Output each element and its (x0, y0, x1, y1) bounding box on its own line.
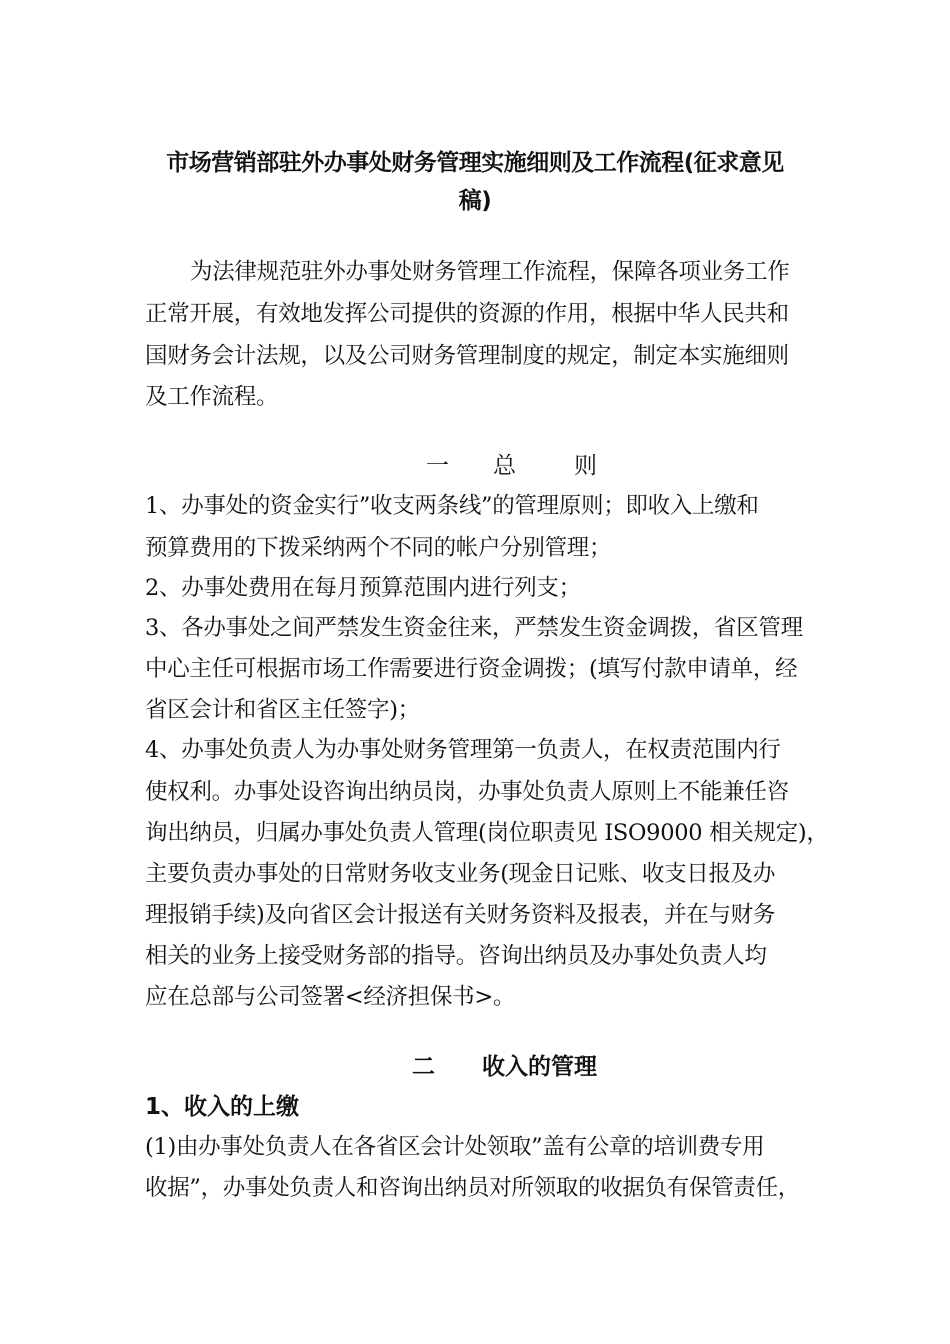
document-title-line-1: 市场营销部驻外办事处财务管理实施细则及工作流程(征求意见 (166, 150, 784, 176)
section-1-line: 预算费用的下拨采纳两个不同的帐户分别管理； (145, 535, 612, 561)
section-1-line: 2、办事处费用在每月预算范围内进行列支； (145, 575, 581, 601)
intro-line: 及工作流程。 (145, 384, 279, 410)
section-1-line: 省区会计和省区主任签字)； (145, 697, 420, 723)
intro-line: 国财务会计法规，以及公司财务管理制度的规定，制定本实施细则 (145, 343, 789, 369)
section-2-line: (1)由办事处负责人在各省区会计处领取”盖有公章的培训费专用 (145, 1134, 765, 1160)
section-1-line: 3、各办事处之间严禁发生资金往来，严禁发生资金调拨，省区管理 (145, 615, 803, 641)
section-1-line: 询出纳员，归属办事处负责人管理(岗位职责见 ISO9000 相关规定)， (145, 820, 829, 846)
section-1-line: 相关的业务上接受财务部的指导。咨询出纳员及办事处负责人均 (145, 943, 767, 969)
section-1-title-char: 则 (574, 453, 597, 479)
section-2-number: 二 (412, 1054, 435, 1080)
section-2-subheading: 1、收入的上缴 (145, 1094, 300, 1120)
section-1-line: 1、办事处的资金实行”收支两条线”的管理原则；即收入上缴和 (145, 493, 759, 519)
section-1-line: 4、办事处负责人为办事处财务管理第一负责人，在权责范围内行 (145, 737, 781, 763)
intro-line: 为法律规范驻外办事处财务管理工作流程，保障各项业务工作 (190, 259, 790, 285)
document-title-line-2: 稿) (458, 188, 492, 214)
section-1-line: 主要负责办事处的日常财务收支业务(现金日记账、收支日报及办 (145, 861, 776, 887)
section-1-line: 中心主任可根据市场工作需要进行资金调拨；(填写付款申请单，经 (145, 656, 798, 682)
section-1-number: 一 (426, 453, 449, 479)
section-1-title-char: 总 (493, 453, 516, 479)
section-1-line: 应在总部与公司签署<经济担保书>。 (145, 984, 516, 1010)
section-1-line: 理报销手续)及向省区会计报送有关财务资料及报表，并在与财务 (145, 902, 776, 928)
section-2-title: 收入的管理 (482, 1054, 597, 1080)
section-2-line: 收据”，办事处负责人和咨询出纳员对所领取的收据负有保管责任， (145, 1175, 801, 1201)
section-1-line: 使权利。办事处设咨询出纳员岗，办事处负责人原则上不能兼任咨 (145, 779, 789, 805)
intro-line: 正常开展，有效地发挥公司提供的资源的作用，根据中华人民共和 (145, 301, 789, 327)
